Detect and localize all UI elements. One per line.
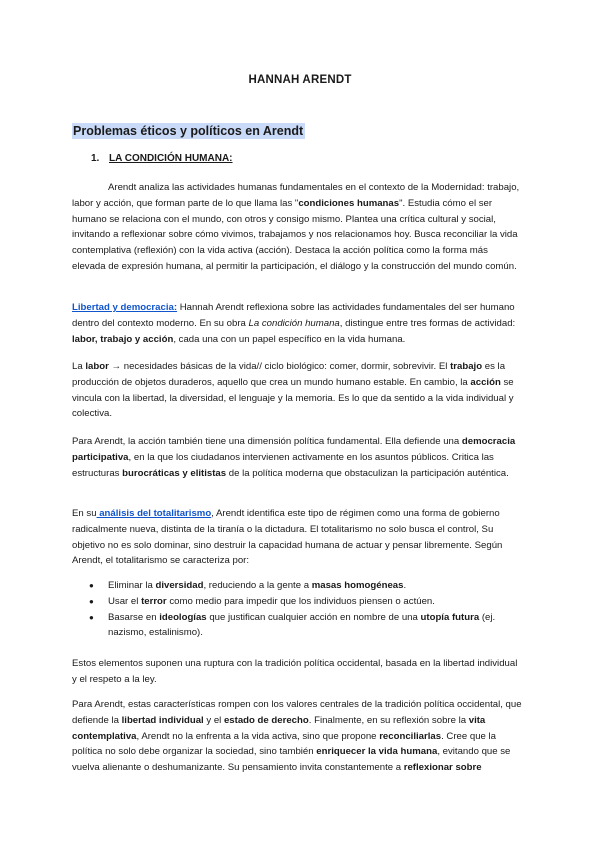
list-item: ● Basarse en ideologías que justifican cualquier acción en nombre de una utopía futura (ej. nazismo, estalinismo). bbox=[72, 610, 522, 642]
paragraph-labor: La labor → necesidades básicas de la vida// ciclo biológico: comer, dormir, sobrevivir. El trabajo es la producción de objetos duraderos, aquello que crea un mundo humano estable. En cambio, la acción se vincula con la libertad, la diversidad, el lenguaje y la memoria. Es lo que da sentido a la vida individual y colectiva. bbox=[72, 361, 514, 420]
paragraph-conclusion: Para Arendt, estas características rompen con los valores centrales de la tradición política occidental, que defiende la libertad individual y el estado de derecho. Finalmente, en su reflexión sobre la vita contemplativa, Arendt no la enfrenta a la vida activa, sino que propone reconciliarlas. Cree que la política no solo debe organizar la sociedad, sino también enriquecer la vida humana, evitando que se vuelva alienante o deshumanizante. Su pensamiento invita constantemente a reflexionar sobre bbox=[72, 699, 522, 774]
list-item: ● Eliminar la diversidad, reduciendo a la gente a masas homogéneas. bbox=[72, 578, 522, 594]
subheading-number: 1. bbox=[91, 153, 100, 164]
list-item: ● Usar el terror como medio para impedir que los individuos piensen o actúen. bbox=[72, 594, 522, 610]
paragraph-totalitarismo: En su análisis del totalitarismo, Arendt identifica este tipo de régimen como una forma de gobierno radicalmente nueva, distinta de la tiranía o la dictadura. El totalitarismo no solo busca el control, Su objetivo no es solo dominar, sino destruir la capacidad humana de actuar y pensar libremente. Según Arendt, el totalitarismo se caracteriza por: bbox=[72, 508, 503, 567]
subheading-label: LA CONDICIÓN HUMANA: bbox=[109, 153, 233, 164]
section-heading: Problemas éticos y políticos en Arendt bbox=[73, 124, 304, 138]
link-libertad-democracia[interactable]: Libertad y democracia: bbox=[72, 302, 178, 313]
document-title: HANNAH ARENDT bbox=[248, 74, 352, 86]
paragraph-libertad: Libertad y democracia: Hannah Arendt reflexiona sobre las actividades fundamentales del ser humano dentro del contexto moderno. En su obra La condición humana, distingue entre tres formas de actividad: labor, trabajo y acción, cada una con un papel específico en la vida humana. bbox=[72, 302, 516, 345]
paragraph-ruptura: Estos elementos suponen una ruptura con la tradición política occidental, basada en la libertad individual y el respeto a la ley. bbox=[72, 658, 518, 685]
subheading bbox=[91, 153, 233, 164]
paragraph-intro: Arendt analiza las actividades humanas fundamentales en el contexto de la Modernidad: trabajo, labor y acción, que forman parte de lo que llama las "condiciones humanas". Estudia cómo el ser humano se relaciona con el mundo, con otros y consigo mismo. Plantea una crítica cultural y social, invitando a reflexionar sobre cómo vivimos, trabajamos y nos relacionamos hoy. Busca reconciliar la vida contemplativa (reflexión) con la vida activa (acción). Destaca la acción política como la forma más elevada de expresión humana, al permitir la participación, el diálogo y la construcción del mundo común. bbox=[72, 182, 520, 272]
bullet-list bbox=[72, 578, 522, 641]
paragraph-democracia: Para Arendt, la acción también tiene una dimensión política fundamental. Ella defiende una democracia participativa, en la que los ciudadanos intervienen activamente en los asuntos públicos. Critica las estructuras burocráticas y elitistas de la política moderna que obstaculizan la participación auténtica. bbox=[72, 436, 516, 479]
link-analisis-totalitarismo[interactable]: análisis del totalitarismo bbox=[96, 508, 212, 519]
